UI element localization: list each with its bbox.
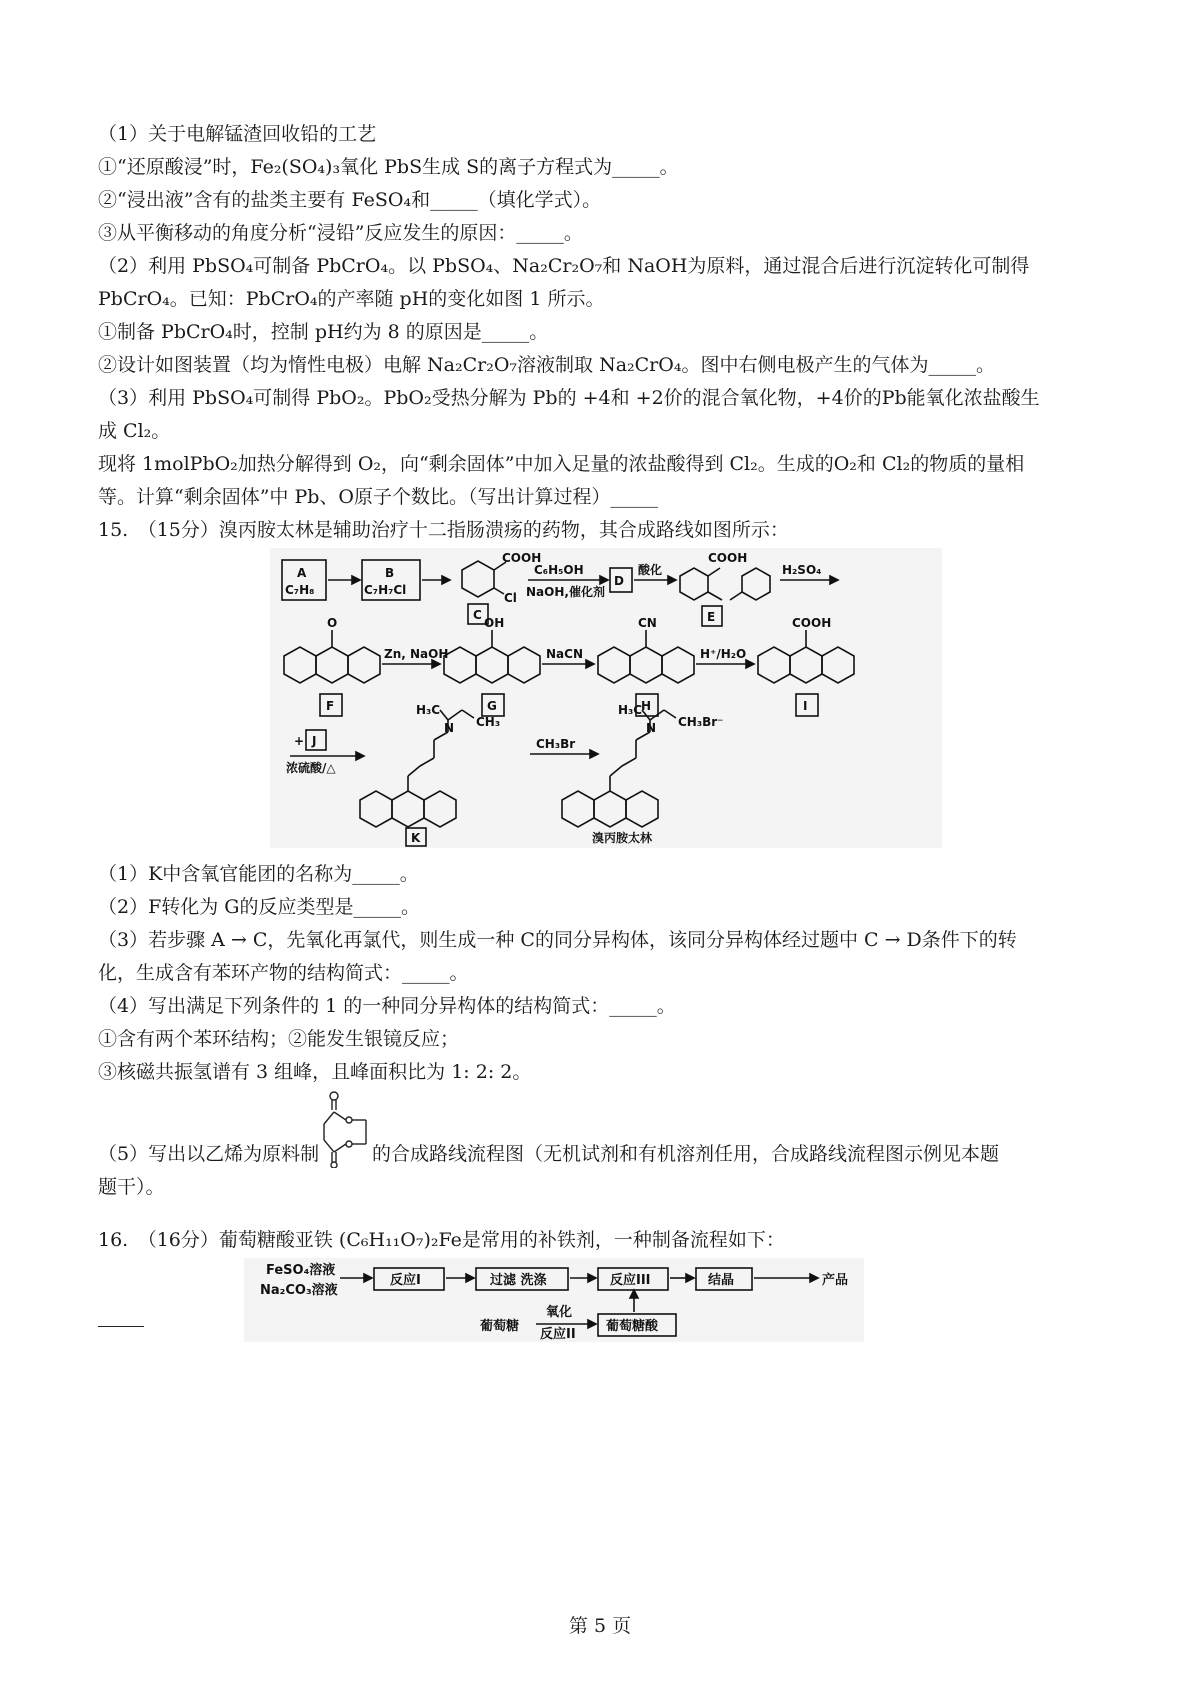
ring-E-right — [742, 568, 770, 600]
label-A: A — [297, 566, 307, 580]
q15-sub4: （4）写出满足下列条件的 1 的一种同分异构体的结构简式：_____。 — [98, 995, 676, 1017]
reagent-h2so4: H₂SO₄ — [782, 563, 822, 577]
q14-part3-line3: 现将 1molPbO₂加热分解得到 O₂，向“剩余固体”中加入足量的浓盐酸得到 Cl₂。生成的O₂和 Cl₂的物质的量相 — [98, 453, 1025, 475]
q14-part1-a: ①“还原酸浸”时，Fe₂(SO₄)₃氧化 PbS生成 S的离子方程式为_____。 — [98, 156, 679, 178]
flow-input2: Na₂CO₃溶液 — [260, 1283, 338, 1298]
flow-diagram — [244, 1258, 864, 1342]
K-ch3: CH₃ — [476, 715, 501, 729]
q14-part2-line1: （2）利用 PbSO₄可制备 PbCrO₄。以 PbSO₄、Na₂Cr₂O₇和 NaOH为原料，通过混合后进行沉淀转化可制得 — [98, 255, 1030, 277]
q14-part1-title: （1）关于电解锰渣回收铅的工艺 — [98, 123, 377, 145]
P-n: N — [646, 721, 657, 735]
label-E: E — [707, 610, 716, 624]
label-J: J — [312, 734, 317, 748]
flow-step2: 过滤 洗涤 — [490, 1273, 547, 1288]
q14-part3-line2: 成 Cl₂。 — [98, 420, 171, 442]
q15-sub5-line2: 题干）。 — [98, 1176, 165, 1198]
synthesis-scheme — [270, 548, 942, 848]
reagent-CD-top: C₆H₅OH — [534, 563, 584, 577]
flow-oxid-bottom: 反应II — [540, 1327, 576, 1342]
C-cl: Cl — [504, 591, 517, 605]
reagent-HI: H⁺/H₂O — [700, 647, 747, 661]
struct-K — [360, 710, 474, 827]
label-K: K — [411, 831, 421, 845]
label-B: B — [385, 566, 395, 580]
ring-E-left — [680, 568, 708, 600]
struct-G — [444, 630, 540, 683]
q14-part1-b: ②“浸出液”含有的盐类主要有 FeSO₄和_____（填化学式）。 — [98, 189, 602, 211]
product-name: 溴丙胺太林 — [592, 831, 653, 845]
q16-stem: 16. （16分）葡萄糖酸亚铁 (C₆H₁₁O₇)₂Fe是常用的补铁剂，一种制备流程如下： — [98, 1229, 785, 1251]
q15-sub5-suffix: 的合成路线流程图（无机试剂和有机溶剂任用，合成路线流程图示例见本题 — [372, 1143, 1000, 1165]
flow-step3: 反应III — [610, 1273, 651, 1288]
E-cooh: COOH — [708, 551, 748, 565]
flow-diagram-svg — [244, 1258, 864, 1342]
flow-oxid-top: 氧化 — [546, 1305, 573, 1320]
reagent-J-cond: 浓硫酸/△ — [286, 761, 336, 775]
flow-product: 产品 — [822, 1273, 849, 1288]
flow-step4: 结晶 — [708, 1273, 735, 1288]
q14-part1-c: ③从平衡移动的角度分析“浸铅”反应发生的原因：_____。 — [98, 222, 583, 244]
page-number: 第 5 页 — [568, 1615, 632, 1637]
q14-part2-a: ①制备 PbCrO₄时，控制 pH约为 8 的原因是_____。 — [98, 321, 549, 343]
I-cooh: COOH — [792, 616, 832, 630]
struct-product — [562, 710, 676, 827]
label-D: D — [614, 574, 624, 588]
reagent-GH: NaCN — [546, 647, 583, 661]
formula-B: C₇H₇Cl — [364, 583, 407, 597]
reagent-ch3br: CH₃Br — [536, 737, 576, 751]
q14-part3-line1: （3）利用 PbSO₄可制得 PbO₂。PbO₂受热分解为 Pb的 +4和 +2价的混合氧化物，+4价的Pb能氧化浓盐酸生 — [98, 387, 1040, 409]
label-H: H — [641, 699, 652, 713]
answer-blank-rule — [98, 1326, 144, 1327]
cyclic-ester-structure — [318, 1090, 378, 1168]
synthesis-scheme-svg — [270, 548, 942, 848]
flow-step1: 反应I — [390, 1273, 421, 1288]
struct-F — [284, 630, 380, 683]
q15-sub1: （1）K中含氧官能团的名称为_____。 — [98, 863, 419, 885]
q15-sub3-line2: 化，生成含有苯环产物的结构简式：_____。 — [98, 962, 469, 984]
K-h3c: H₃C — [416, 703, 441, 717]
ring-C — [462, 561, 494, 597]
C-cooh: COOH — [502, 551, 542, 565]
reagent-J-plus: + — [294, 734, 305, 748]
formula-A: C₇H₈ — [285, 583, 315, 597]
H-cn: CN — [638, 616, 657, 630]
q14-part2-b: ②设计如图装置（均为惰性电极）电解 Na₂Cr₂O₇溶液制取 Na₂CrO₄。图中右侧电极产生的气体为_____。 — [98, 354, 995, 376]
label-C: C — [473, 608, 482, 622]
q15-sub4-cond1: ①含有两个苯环结构；②能发生银镜反应； — [98, 1028, 460, 1050]
reagent-acid: 酸化 — [638, 563, 663, 577]
K-n: N — [444, 721, 455, 735]
struct-I — [758, 630, 854, 683]
P-ch3br: CH₃Br⁻ — [678, 715, 724, 729]
q15-stem: 15. （15分）溴丙胺太林是辅助治疗十二指肠溃疡的药物，其合成路线如图所示： — [98, 519, 789, 541]
flow-glucose: 葡萄糖 — [480, 1319, 520, 1334]
F-o: O — [327, 616, 338, 630]
P-h3c: H₃C — [618, 703, 643, 717]
q15-sub3-line1: （3）若步骤 A → C，先氧化再氯代，则生成一种 C的同分异构体，该同分异构体经过题中 C → D条件下的转 — [98, 929, 1017, 951]
flow-input1: FeSO₄溶液 — [266, 1263, 336, 1278]
q15-sub5-prefix: （5）写出以乙烯为原料制 — [98, 1143, 320, 1165]
label-G: G — [487, 699, 497, 713]
q14-part3-line4: 等。计算“剩余固体”中 Pb、O原子个数比。（写出计算过程）_____ — [98, 486, 658, 508]
struct-H — [598, 630, 694, 683]
q15-sub2: （2）F转化为 G的反应类型是_____。 — [98, 896, 420, 918]
label-F: F — [326, 699, 335, 713]
q14-part2-line2: PbCrO₄。已知：PbCrO₄的产率随 pH的变化如图 1 所示。 — [98, 288, 605, 310]
G-oh: OH — [484, 616, 505, 630]
label-I: I — [803, 699, 808, 713]
reagent-CD-bottom: NaOH,催化剂 — [526, 585, 605, 599]
flow-gluconic: 葡萄糖酸 — [606, 1319, 659, 1334]
reagent-FG: Zn, NaOH — [384, 647, 449, 661]
q15-sub4-cond2: ③核磁共振氢谱有 3 组峰，且峰面积比为 1: 2: 2。 — [98, 1061, 532, 1083]
